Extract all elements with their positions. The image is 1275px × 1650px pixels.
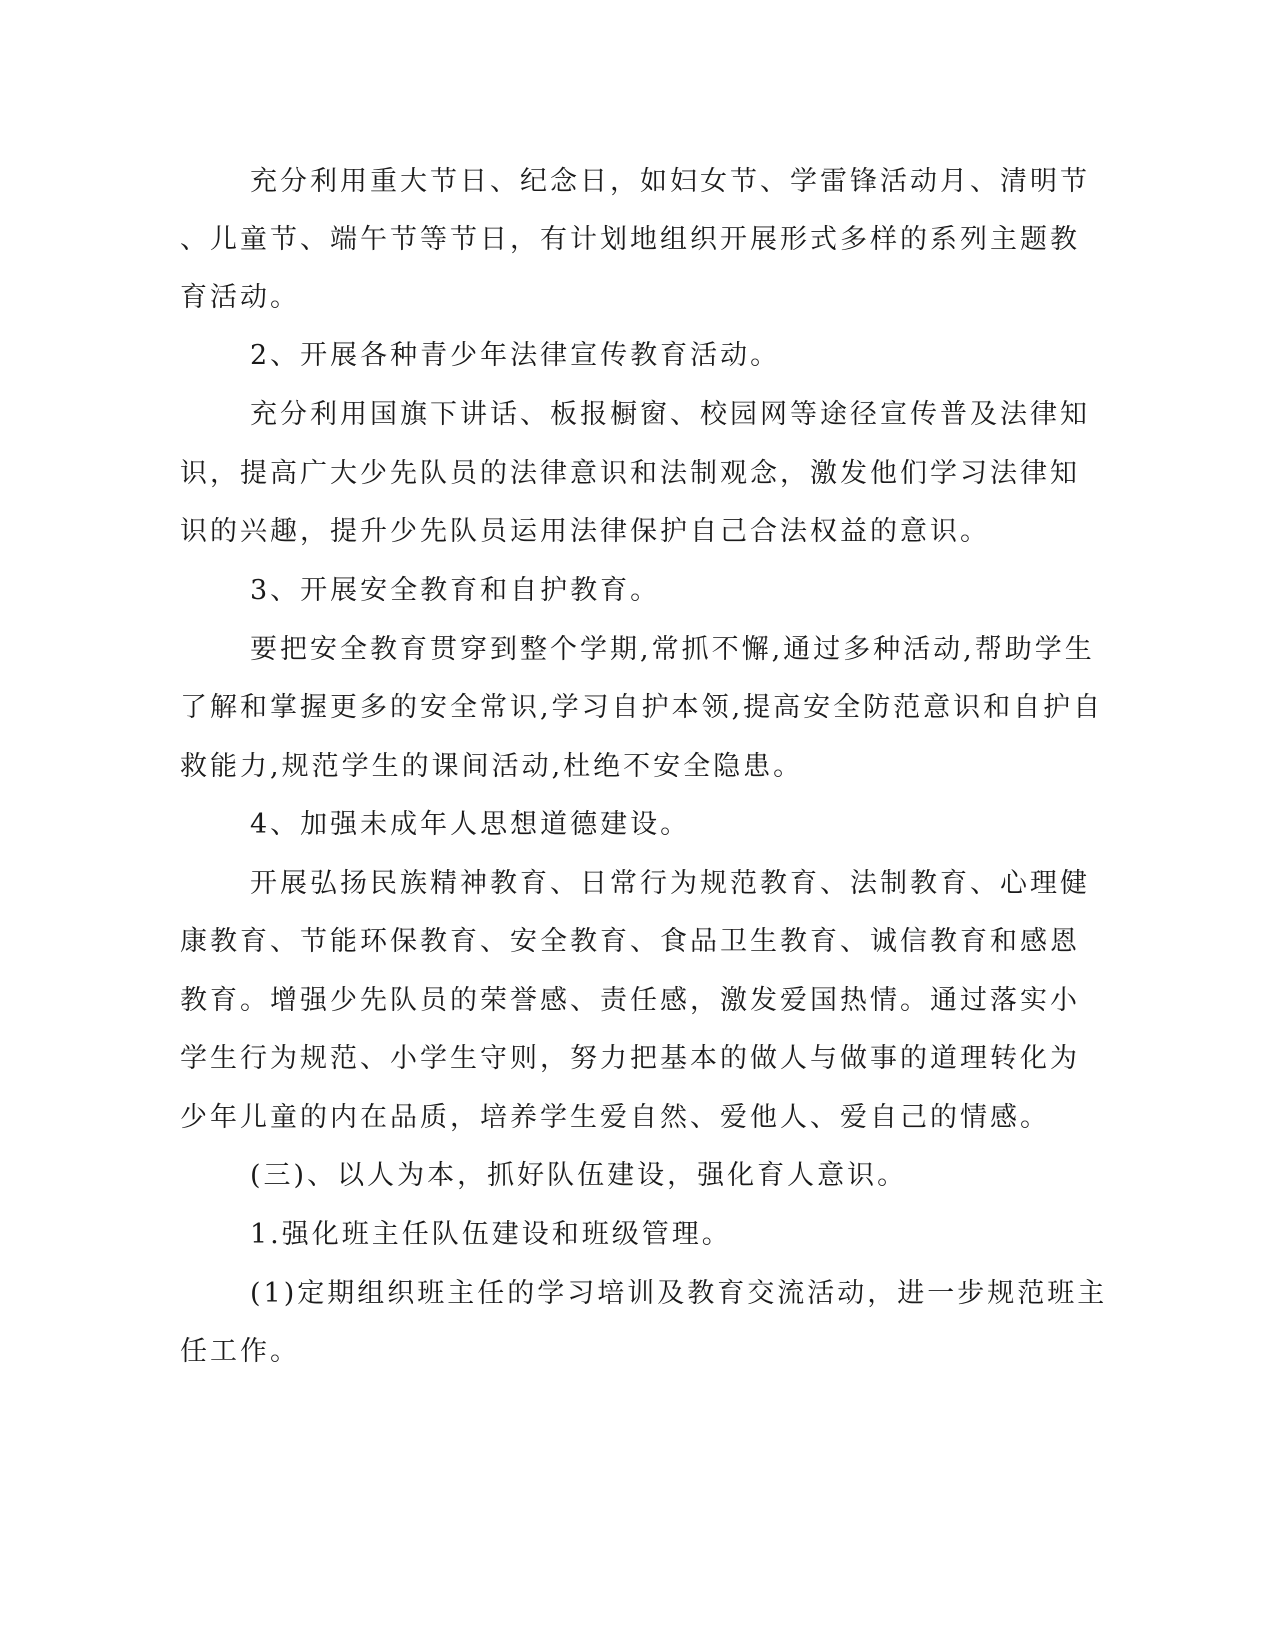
section-heading: 1.强化班主任队伍建设和班级管理。 xyxy=(250,1219,732,1250)
paragraph-line: 学生行为规范、小学生守则，努力把基本的做人与做事的道理转化为 xyxy=(180,1043,1080,1074)
paragraph-line: 教育。增强少先队员的荣誉感、责任感，激发爱国热情。通过落实小 xyxy=(180,985,1080,1016)
section-heading: (三)、以人为本，抓好队伍建设，强化育人意识。 xyxy=(250,1160,908,1191)
paragraph-line: 充分利用国旗下讲话、板报橱窗、校园网等途径宣传普及法律知 xyxy=(250,399,1090,430)
paragraph-line: 少年儿童的内在品质，培养学生爱自然、爱他人、爱自己的情感。 xyxy=(180,1102,1050,1133)
paragraph-line: 了解和掌握更多的安全常识,学习自护本领,提高安全防范意识和自护自 xyxy=(180,692,1104,723)
paragraph-line: (1)定期组织班主任的学习培训及教育交流活动，进一步规范班主 xyxy=(250,1278,1108,1309)
paragraph-line: 识的兴趣，提升少先队员运用法律保护自己合法权益的意识。 xyxy=(180,516,990,547)
paragraph-line: 识，提高广大少先队员的法律意识和法制观念，激发他们学习法律知 xyxy=(180,458,1080,489)
paragraph-line: 救能力,规范学生的课间活动,杜绝不安全隐患。 xyxy=(180,751,804,782)
paragraph-line: 育活动。 xyxy=(180,282,300,313)
paragraph-line: 开展弘扬民族精神教育、日常行为规范教育、法制教育、心理健 xyxy=(250,868,1090,899)
paragraph-line: 康教育、节能环保教育、安全教育、食品卫生教育、诚信教育和感恩 xyxy=(180,926,1080,957)
section-heading: 2、开展各种青少年法律宣传教育活动。 xyxy=(250,340,781,371)
section-heading: 4、加强未成年人思想道德建设。 xyxy=(250,809,691,840)
paragraph-line: 、儿童节、端午节等节日，有计划地组织开展形式多样的系列主题教 xyxy=(180,224,1080,255)
section-heading: 3、开展安全教育和自护教育。 xyxy=(250,575,661,606)
paragraph-line: 任工作。 xyxy=(180,1336,300,1367)
paragraph-line: 充分利用重大节日、纪念日，如妇女节、学雷锋活动月、清明节 xyxy=(250,166,1090,197)
paragraph-line: 要把安全教育贯穿到整个学期,常抓不懈,通过多种活动,帮助学生 xyxy=(250,634,1095,665)
